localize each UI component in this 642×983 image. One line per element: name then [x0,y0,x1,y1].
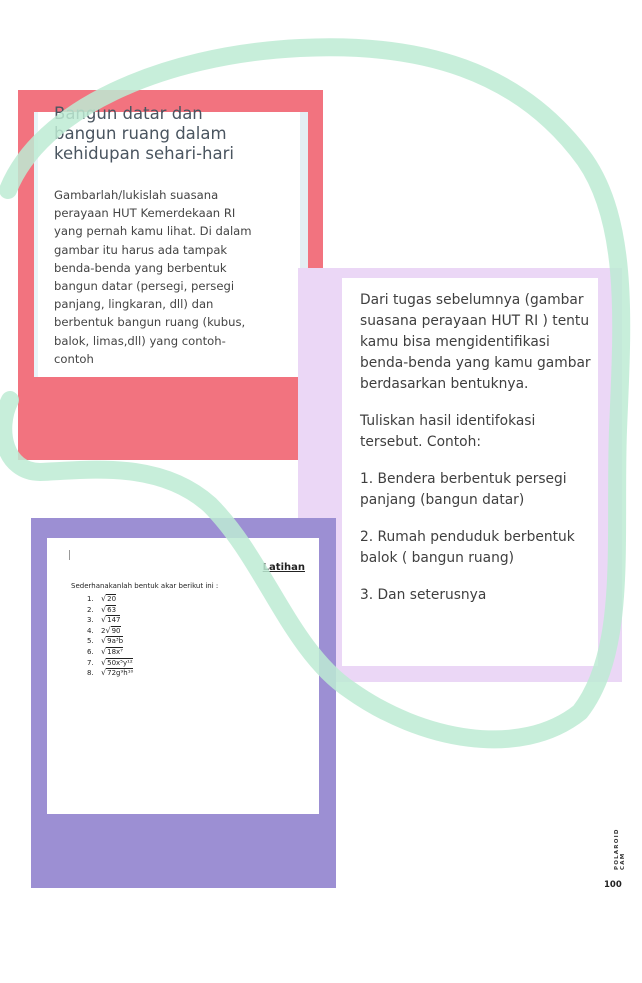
pink-card-body: Gambarlah/lukislah suasana perayaan HUT Kemerdekaan RI yang pernah kamu lihat. Di dalam gambar itu harus ada tampak benda-benda yang berbentuk bangun datar (persegi, persegi panjang, lingkaran, dll) dan berbentuk bangun ruang (kubus, balok, limas,dll) yang contoh-contoh [54,188,252,366]
list-item: 6. √18x⁷ [87,646,123,656]
lilac-example-1: 1. Bendera berbentuk persegi panjang (bangun datar) [360,471,567,508]
latihan-list [87,594,133,679]
page-number: 100 [604,880,622,890]
pink-card-title: Bangun datar dan bangun ruang dalam kehidupan sehari-hari [54,104,234,163]
list-item: 7. √50x⁵y¹² [87,657,133,667]
latihan-title: Latihan [262,562,305,573]
list-item: 5. √9a³b [87,636,124,646]
list-item: 3. √147 [87,615,121,625]
cursor-mark [69,550,70,560]
list-item: 8. √72g⁹h¹⁰ [87,668,134,678]
lilac-paragraph-intro: Dari tugas sebelumnya (gambar suasana perayaan HUT RI ) tentu kamu bisa mengidentifikasi benda-benda yang kamu gambar berdasarkan bentuknya. [360,292,591,392]
lilac-example-2: 2. Rumah penduduk berbentuk balok ( bangun ruang) [360,529,575,566]
list-item: 2. √63 [87,604,117,614]
latihan-document [47,538,319,814]
latihan-instruction: Sederhanakanlah bentuk akar berikut ini : [71,582,219,590]
purple-polaroid-card [31,518,336,888]
lilac-example-3: 3. Dan seterusnya [360,587,487,603]
lilac-polaroid-card [298,268,622,682]
list-item: 4. 2√90 [87,625,121,635]
polaroid-cam-label: POLAROID CAM [614,828,626,870]
pink-polaroid-card [18,90,323,460]
list-item: 1. √20 [87,594,117,603]
lilac-paragraph-instruction: Tuliskan hasil identifokasi tersebut. Contoh: [360,413,536,450]
